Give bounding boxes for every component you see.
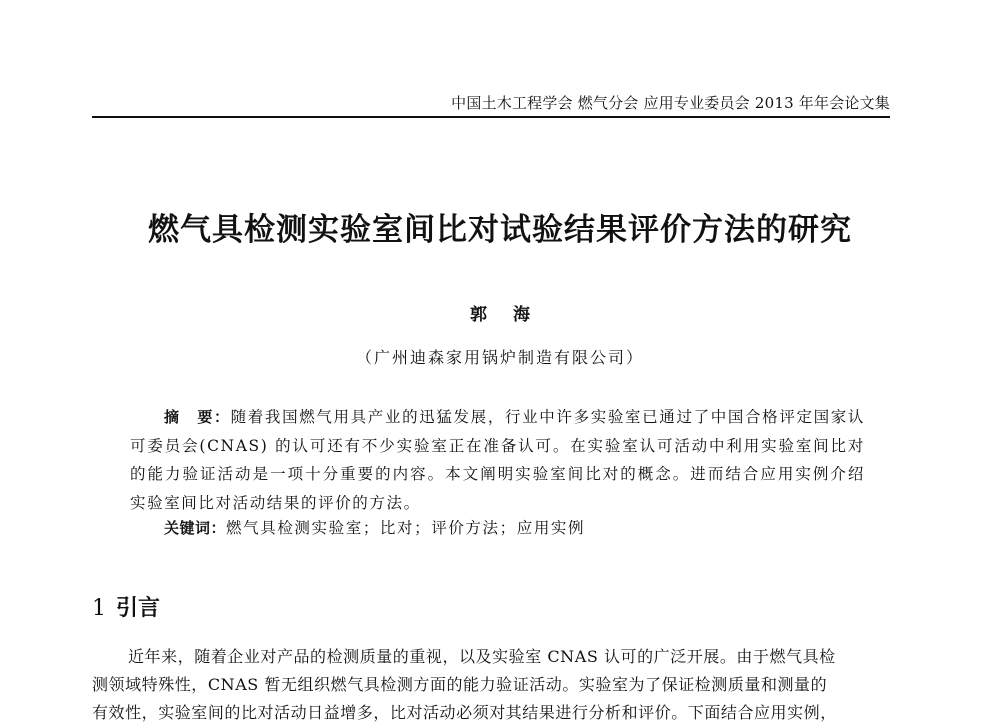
body-line: 近年来，随着企业对产品的检测质量的重视，以及实验室 CNAS 认可的广泛开展。由于燃气具检 [128,647,836,666]
running-header: 中国土木工程学会 燃气分会 应用专业委员会 2013 年年会论文集 [451,94,890,112]
paper-title: 燃气具检测实验室间比对试验结果评价方法的研究 [148,212,852,248]
keywords [164,516,864,540]
keywords-label: 关键词： [164,519,227,537]
body-paragraph [92,643,889,727]
author-name-part1: 郭 [470,305,487,325]
abstract-label: 摘 要： [164,408,231,426]
body-line: 测领域特殊性，CNAS 暂无组织燃气具检测方面的能力验证活动。实验室为了保证检测质量和测量的 [92,675,828,694]
affiliation: （广州迪森家用锅炉制造有限公司） [355,348,644,367]
author-name-part2: 海 [513,305,530,325]
abstract-text: 随着我国燃气用具产业的迅猛发展，行业中许多实验室已通过了中国合格评定国家认可委员会(CNAS) 的认可还有不少实验室正在准备认可。在实验室认可活动中利用实验室间比对的能力验证活动是一项十分重要的内容。本文阐明实验室间比对的概念。进而结合应用实例介绍实验室间比对活动结果的评价的方法。 [130,408,866,512]
section-title: 引言 [116,596,161,621]
abstract [130,403,865,517]
body-line: 有效性，实验室间的比对活动日益增多，比对活动必须对其结果进行分析和评价。下面结合应用实例， [92,703,837,722]
section-number: 1 [92,596,106,621]
keywords-text: 燃气具检测实验室；比对；评价方法；应用实例 [226,519,586,537]
section-heading [92,594,160,624]
author [0,303,1000,327]
header-rule [92,116,890,118]
